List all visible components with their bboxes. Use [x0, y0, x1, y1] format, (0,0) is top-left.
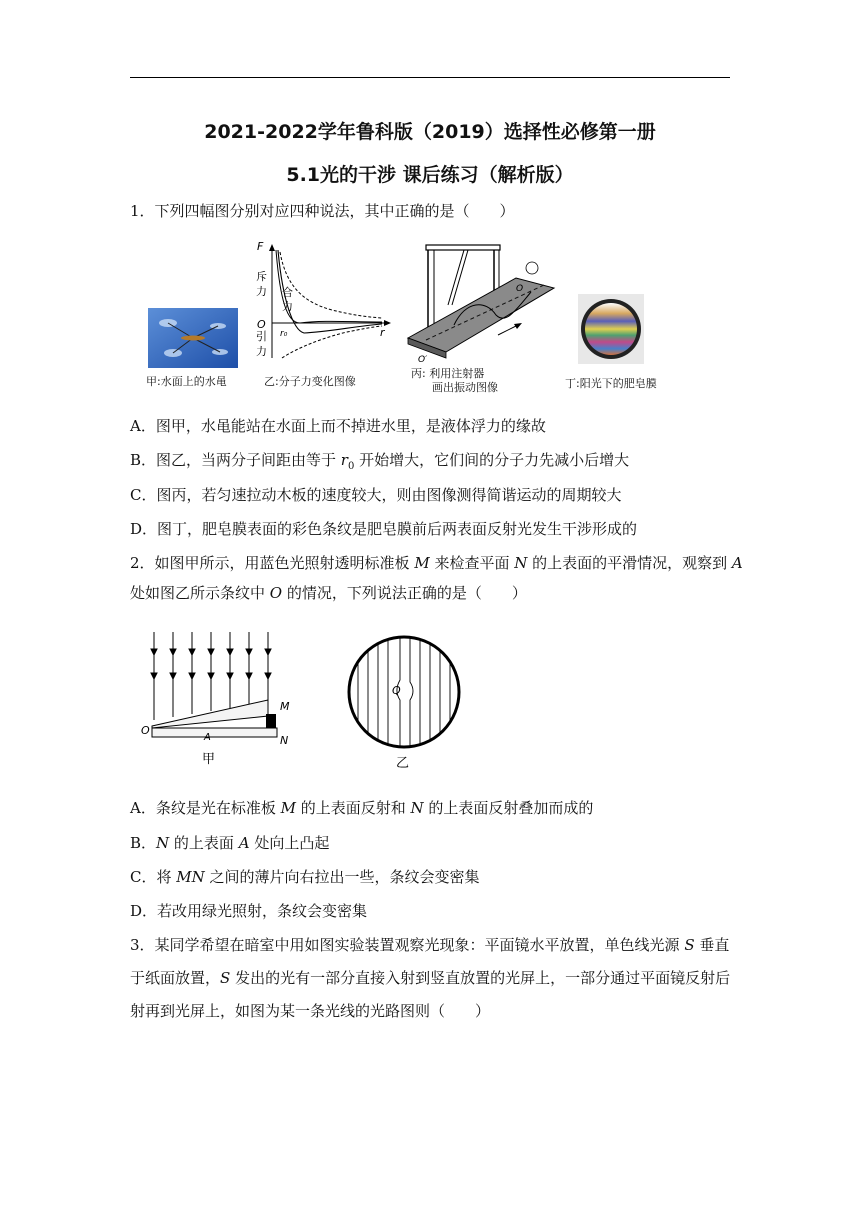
q2-option-a	[130, 798, 593, 818]
q2-option-b-A: A	[238, 834, 250, 852]
q2-option-d: D．若改用绿光照射，条纹会变密集	[130, 902, 368, 920]
q2-option-b-1: 的上表面	[169, 834, 239, 852]
q2-option-b-N: N	[156, 834, 170, 852]
q1-caption-jia: 甲:水面上的水黾	[146, 375, 227, 388]
q2-option-b	[130, 833, 329, 853]
q1-option-a: A．图甲，水黾能站在水面上而不掉进水里，是液体浮力的缘故	[130, 417, 546, 435]
ray-arrow	[189, 649, 195, 655]
q3-stem-line1	[130, 935, 729, 955]
yi-caption: 乙	[396, 756, 410, 771]
q2-stem-M: M	[414, 554, 430, 572]
document-subtitle: 5.1光的干涉 课后练习（解析版）	[286, 164, 574, 186]
graph-r0-label: r₀	[280, 329, 288, 339]
q2-stem-l1c: 的上表面的平滑情况，观察到	[527, 554, 732, 572]
q1-figure-bing	[406, 240, 556, 364]
ray-arrow	[170, 673, 176, 679]
graph-attraction-label-2: 力	[256, 345, 267, 358]
q2-option-a-1: A．条纹是光在标准板	[130, 799, 281, 817]
q2-stem-l1a: 2．如图甲所示，用蓝色光照射透明标准板	[130, 554, 415, 572]
jia-caption: 甲	[202, 752, 216, 767]
q2-figure-yi	[344, 632, 464, 772]
q2-option-c-1: C．将	[130, 868, 177, 886]
q1-option-c: C．图丙，若匀速拉动木板的速度较大，则由图像测得简谐运动的周期较大	[130, 486, 622, 504]
ray-arrow	[151, 649, 157, 655]
graph-r-label: r	[380, 326, 385, 339]
graph-attraction-label: 引	[256, 330, 267, 343]
q1-stem: 1．下列四幅图分别对应四种说法，其中正确的是（ ）	[130, 202, 515, 220]
q2-stem-A: A	[731, 554, 743, 572]
ray-arrow	[170, 649, 176, 655]
graph-repulsion-label: 斥	[256, 270, 267, 283]
q2-option-c-MN: MN	[176, 868, 205, 886]
q3-l1-S: S	[684, 936, 695, 954]
q2-stem-l2a: 处如图乙所示条纹中	[130, 584, 270, 602]
ray-arrow	[189, 673, 195, 679]
q2-stem-N: N	[514, 554, 528, 572]
jia-A-label: A	[204, 732, 211, 743]
q2-option-c-2: 之间的薄片向右拉出一些，条纹会变密集	[204, 868, 480, 886]
q3-l1a: 3．某同学希望在暗室中用如图实验装置观察光现象：平面镜水平放置，单色线光源	[130, 936, 685, 954]
q1-caption-ding: 丁:阳光下的肥皂膜	[565, 377, 657, 390]
ray-arrow	[208, 673, 214, 679]
jia-N-label: N	[280, 734, 289, 747]
ray-arrow	[151, 673, 157, 679]
q2-figure-jia	[138, 628, 298, 768]
q1-option-b-post: 开始增大，它们间的分子力先减小后增大	[354, 451, 630, 469]
graph-F-label: F	[257, 240, 264, 253]
q2-stem-line2	[130, 583, 527, 603]
q2-option-a-N: N	[410, 799, 424, 817]
yi-Q-label: Q	[392, 684, 401, 697]
q2-option-c	[130, 867, 480, 887]
ray-arrow	[265, 673, 271, 679]
document-title: 2021-2022学年鲁科版（2019）选择性必修第一册	[204, 121, 656, 143]
q3-l2b: 发出的光有一部分直接入射到竖直放置的光屏上，一部分通过平面镜反射后	[230, 969, 731, 987]
q2-option-a-M: M	[280, 799, 296, 817]
q1-option-b	[130, 450, 629, 477]
q2-option-b-pre: B．	[130, 834, 157, 852]
jia-M-label: M	[280, 700, 290, 713]
q2-stem-O: O	[269, 584, 283, 602]
q1-figure-jia	[148, 308, 238, 368]
q3-l2a: 于纸面放置，	[130, 969, 221, 987]
q2-option-b-2: 处向上凸起	[249, 834, 330, 852]
ray-arrow	[246, 673, 252, 679]
graph-resultant-label: 合	[282, 286, 293, 299]
q1-option-b-var: r	[340, 451, 348, 469]
bing-O2-label: O′	[418, 355, 428, 364]
q1-option-d: D．图丁，肥皂膜表面的彩色条纹是肥皂膜前后两表面反射光发生干涉形成的	[130, 520, 638, 538]
ray-arrow	[265, 649, 271, 655]
q3-stem-line2	[130, 968, 730, 988]
q2-option-a-2: 的上表面反射和	[295, 799, 411, 817]
q1-figure-yi	[252, 240, 392, 368]
q2-stem-line1	[130, 553, 743, 573]
q2-option-a-3: 的上表面反射叠加而成的	[423, 799, 594, 817]
graph-origin-label: O	[257, 318, 266, 331]
q1-option-b-sub: 0	[347, 461, 355, 472]
q2-stem-l1b: 来检查平面	[429, 554, 515, 572]
q3-l2-S: S	[220, 969, 231, 987]
q3-stem-line3: 射再到光屏上，如图为某一条光线的光路图则（ ）	[130, 1002, 491, 1020]
ray-arrow	[227, 673, 233, 679]
bing-O-label: O	[516, 284, 524, 294]
graph-repulsion-label-2: 力	[256, 285, 267, 298]
q1-caption-yi: 乙:分子力变化图像	[264, 375, 356, 388]
q2-stem-l2b: 的情况，下列说法正确的是（ ）	[282, 584, 527, 602]
ray-arrow	[227, 649, 233, 655]
q1-caption-bing-1: 丙: 利用注射器	[411, 367, 485, 380]
ray-arrow	[246, 649, 252, 655]
q1-option-b-pre: B．图乙，当两分子间距由等于	[130, 451, 341, 469]
q1-caption-bing-2: 画出振动图像	[432, 381, 498, 394]
jia-O-label: O	[141, 724, 150, 737]
q1-figure-ding	[578, 294, 644, 364]
graph-resultant-label-2: 力	[282, 300, 293, 313]
header-rule	[130, 77, 730, 78]
q3-l1b: 垂直	[694, 936, 730, 954]
ray-arrow	[208, 649, 214, 655]
